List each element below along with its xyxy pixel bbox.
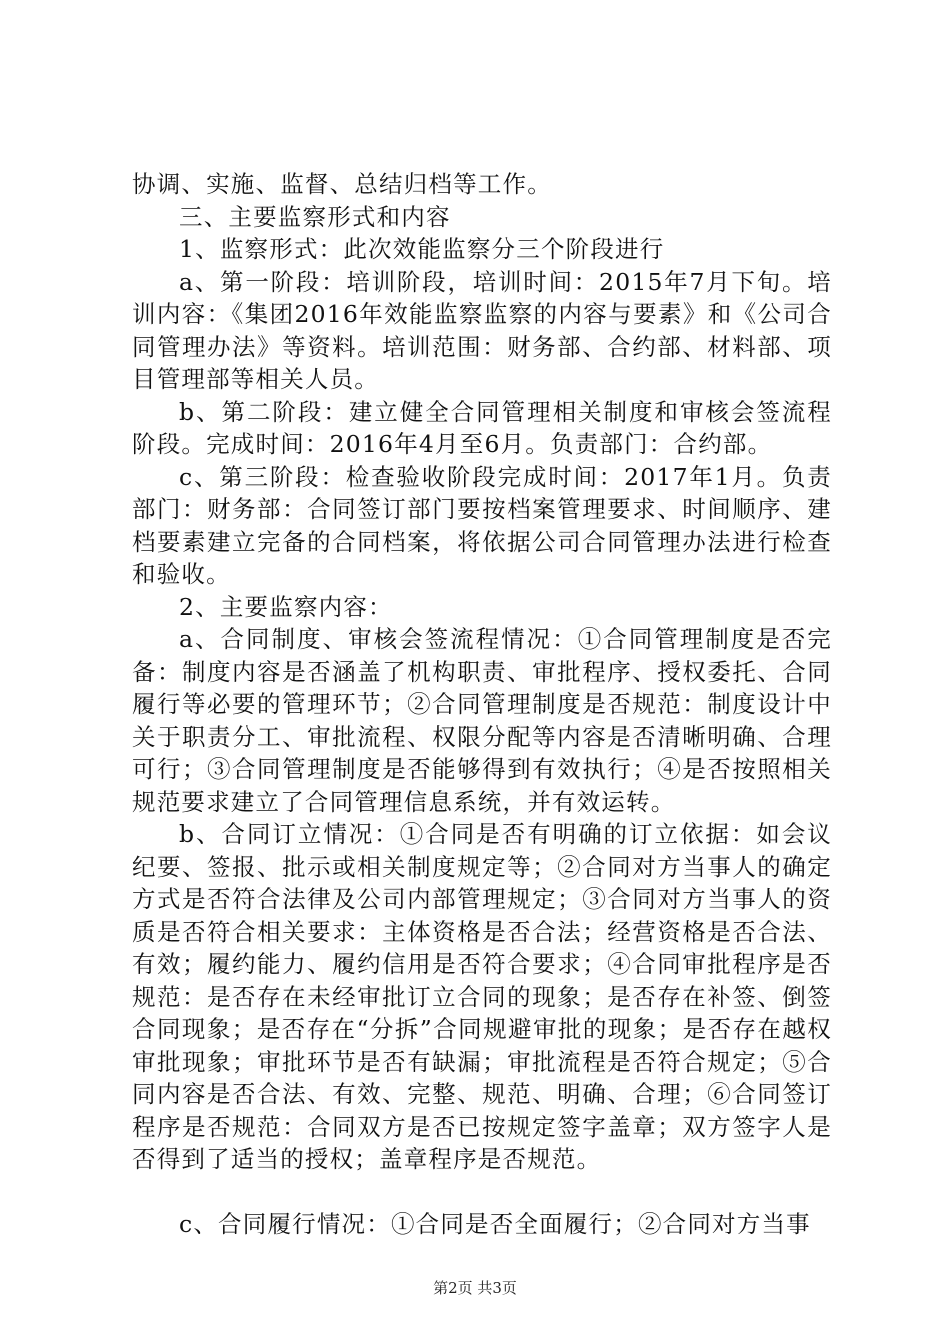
section-heading-monitoring-forms: 三、主要监察形式和内容 [179,202,451,231]
document-body [132,168,832,1240]
subheading-monitoring-content: 2、主要监察内容： [179,592,393,621]
paragraph-stage-three: c、第三阶段：检查验收阶段完成时间：2017年1月。负责部门：财务部：合同签订部门要按档案管理要求、时间顺序、建档要素建立完备的合同档案，将依据公司合同管理办法进行检查和验收。 [132,462,832,588]
paragraph-contract-system: a、合同制度、审核会签流程情况：①合同管理制度是否完备：制度内容是否涵盖了机构职责、审批程序、授权委托、合同履行等必要的管理环节；②合同管理制度是否规范：制度设计中关于职责分工、审批流程、权限分配等内容是否清晰明确、合理可行；③合同管理制度是否能够得到有效执行；④是否按照相关规范要求建立了合同管理信息系统，并有效运转。 [132,625,832,816]
paragraph-stage-two: b、第二阶段：建立健全合同管理相关制度和审核会签流程阶段。完成时间：2016年4月至6月。负责部门：合约部。 [132,397,832,458]
subheading-monitoring-form: 1、监察形式：此次效能监察分三个阶段进行 [179,235,665,263]
paragraph-contract-performance: c、合同履行情况：①合同是否全面履行；②合同对方当事 [179,1209,811,1238]
paragraph-continuation: 协调、实施、监督、总结归档等工作。 [132,170,552,198]
page-number-label: 第2页 共3页 [433,1279,517,1297]
paragraph-stage-one: a、第一阶段：培训阶段，培训时间：2015年7月下旬。培训内容：《集团2016年效能监察监察的内容与要素》和《公司合同管理办法》等资料。培训范围：财务部、合约部、材料部、项目管理部等相关人员。 [132,267,832,393]
page-footer [0,1278,950,1298]
paragraph-contract-signing: b、合同订立情况：①合同是否有明确的订立依据：如会议纪要、签报、批示或相关制度规定等；②合同对方当事人的确定方式是否符合法律及公司内部管理规定；③合同对方当事人的资质是否符合相关要求：主体资格是否合法；经营资格是否合法、有效；履约能力、履约信用是否符合要求；④合同审批程序是否规范：是否存在未经审批订立合同的现象；是否存在补签、倒签合同现象；是否存在“分拆”合同规避审批的现象；是否存在越权审批现象；审批环节是否有缺漏；审批流程是否符合规定；⑤合同内容是否合法、有效、完整、规范、明确、合理；⑥合同签订程序是否规范：合同双方是否已按规定签字盖章；双方签字人是否得到了适当的授权；盖章程序是否规范。 [132,820,832,1173]
